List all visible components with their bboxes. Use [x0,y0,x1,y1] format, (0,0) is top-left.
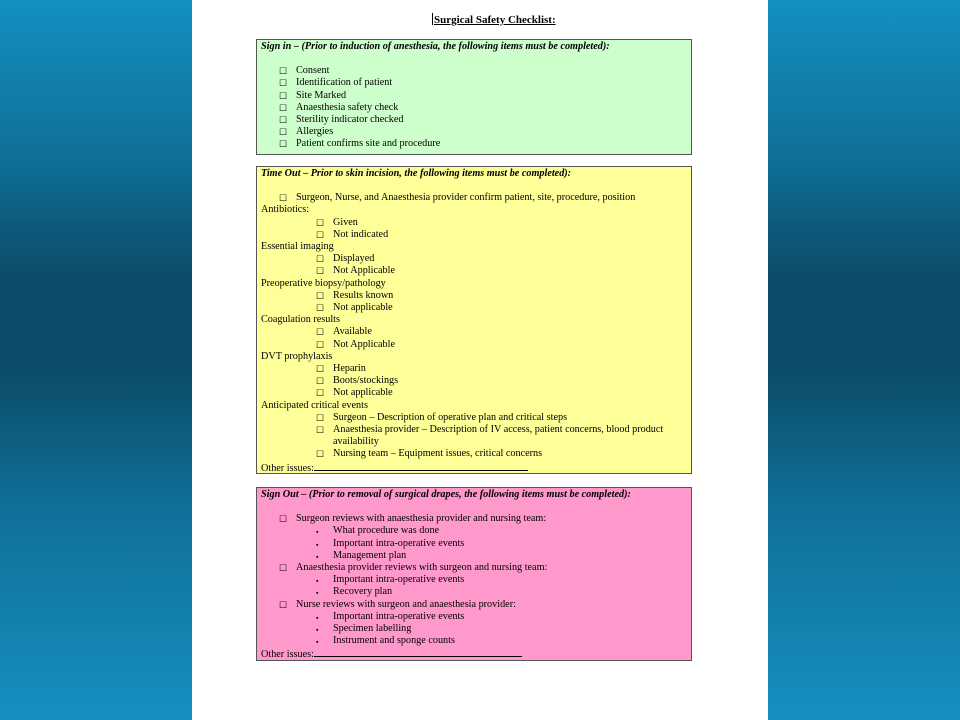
critical-events-option[interactable]: ☐ Surgeon – Description of operative plan and critical steps [316,411,568,423]
title-text: Surgical Safety Checklist: [434,14,556,26]
anaesthesia-review-point: ▪ Recovery plan [261,586,687,598]
checkbox-icon[interactable]: ☐ [279,90,288,101]
biopsy-option[interactable]: ☐ Results known [316,289,394,301]
bullet-icon: ▪ [316,613,319,622]
document-page [192,0,768,720]
critical-events-label: Anticipated critical events [261,399,368,411]
surgeon-review-point: ▪ Management plan [261,550,687,562]
surgeon-review-point: ▪ What procedure was done [261,525,687,537]
coagulation-option[interactable]: ☐ Not Applicable [316,338,395,350]
checkbox-icon[interactable]: ☐ [316,266,325,277]
checkbox-icon[interactable]: ☐ [316,217,325,228]
other-issues-line[interactable] [314,647,522,657]
critical-events-option[interactable]: ☐ Anaesthesia provider – Description of IV access, patient concerns, blood product availability [316,424,664,448]
bullet-icon: ▪ [316,577,319,586]
imaging-option[interactable]: ☐ Not Applicable [316,265,395,277]
coagulation-label: Coagulation results [261,314,340,326]
sign-in-section [256,39,692,155]
sign-in-item[interactable]: ☐ Consent [279,65,330,77]
sign-in-item[interactable]: ☐ Sterility indicator checked [279,114,404,126]
antibiotics-label: Antibiotics: [261,204,310,216]
bullet-icon: ▪ [316,540,319,549]
dvt-option[interactable]: ☐ Heparin [316,363,366,375]
other-issues-line[interactable] [314,461,528,471]
checkbox-icon[interactable]: ☐ [316,412,325,423]
text-cursor [432,13,433,25]
nurse-review-point: ▪ Important intra-operative events [261,611,687,623]
other-issues-field[interactable]: Other issues: [261,647,687,661]
anaesthesia-review-point: ▪ Important intra-operative events [261,574,687,586]
nurse-review-item[interactable]: ☐ Nurse reviews with surgeon and anaesthesia provider: [279,598,516,610]
checkbox-icon[interactable]: ☐ [316,327,325,338]
checkbox-icon[interactable]: ☐ [316,364,325,375]
document-title [432,13,556,26]
dvt-option[interactable]: ☐ Not applicable [316,387,393,399]
sign-in-item[interactable]: ☐ Anaesthesia safety check [279,101,399,113]
checkbox-icon[interactable]: ☐ [279,599,288,610]
anaesthesia-review-item[interactable]: ☐ Anaesthesia provider reviews with surgeon and nursing team: [279,562,548,574]
checkbox-icon[interactable]: ☐ [316,425,325,436]
biopsy-option[interactable]: ☐ Not applicable [316,302,393,314]
checkbox-icon[interactable]: ☐ [316,376,325,387]
nurse-review-point: ▪ Specimen labelling [261,623,687,635]
checkbox-icon[interactable]: ☐ [279,102,288,113]
checkbox-icon[interactable]: ☐ [316,254,325,265]
checkbox-icon[interactable]: ☐ [279,193,288,204]
antibiotics-option[interactable]: ☐ Given [316,216,358,228]
bullet-icon: ▪ [316,552,319,561]
imaging-label: Essential imaging [261,241,334,253]
bullet-icon: ▪ [316,638,319,647]
bullet-icon: ▪ [316,626,319,635]
sign-in-item[interactable]: ☐ Allergies [279,126,334,138]
checkbox-icon[interactable]: ☐ [316,303,325,314]
bullet-icon: ▪ [316,589,319,598]
confirm-item[interactable]: ☐ Surgeon, Nurse, and Anaesthesia provider confirm patient, site, procedure, position [279,192,636,204]
imaging-option[interactable]: ☐ Displayed [316,253,375,265]
time-out-heading: Time Out – Prior to skin incision, the following items must be completed): [261,168,572,179]
checkbox-icon[interactable]: ☐ [279,514,288,525]
sign-in-heading: Sign in – (Prior to induction of anesthesia, the following items must be completed): [261,41,610,52]
biopsy-label: Preoperative biopsy/pathology [261,277,386,289]
checkbox-icon[interactable]: ☐ [279,115,288,126]
other-issues-field[interactable]: Other issues: [261,461,687,475]
checkbox-icon[interactable]: ☐ [316,339,325,350]
coagulation-option[interactable]: ☐ Available [316,326,372,338]
checkbox-icon[interactable]: ☐ [316,388,325,399]
checkbox-icon[interactable]: ☐ [316,290,325,301]
time-out-section [256,166,692,474]
surgeon-review-point: ▪ Important intra-operative events [261,538,687,550]
sign-in-item[interactable]: ☐ Site Marked [279,89,347,101]
sign-in-item[interactable]: ☐ Patient confirms site and procedure [279,138,441,150]
checkbox-icon[interactable]: ☐ [279,139,288,150]
sign-in-item[interactable]: ☐ Identification of patient [279,77,393,89]
checkbox-icon[interactable]: ☐ [279,127,288,138]
nurse-review-point: ▪ Instrument and sponge counts [261,635,687,647]
checkbox-icon[interactable]: ☐ [316,449,325,460]
critical-events-option[interactable]: ☐ Nursing team – Equipment issues, critical concerns [316,448,543,460]
antibiotics-option[interactable]: ☐ Not indicated [316,228,389,240]
dvt-label: DVT prophylaxis [261,350,333,362]
bullet-icon: ▪ [316,528,319,537]
sign-out-section [256,487,692,661]
dvt-option[interactable]: ☐ Boots/stockings [316,375,399,387]
checkbox-icon[interactable]: ☐ [316,229,325,240]
checkbox-icon[interactable]: ☐ [279,563,288,574]
sign-out-heading: Sign Out – (Prior to removal of surgical drapes, the following items must be completed): [261,489,631,500]
checkbox-icon[interactable]: ☐ [279,78,288,89]
surgeon-review-item[interactable]: ☐ Surgeon reviews with anaesthesia provider and nursing team: [279,513,547,525]
checkbox-icon[interactable]: ☐ [279,66,288,77]
